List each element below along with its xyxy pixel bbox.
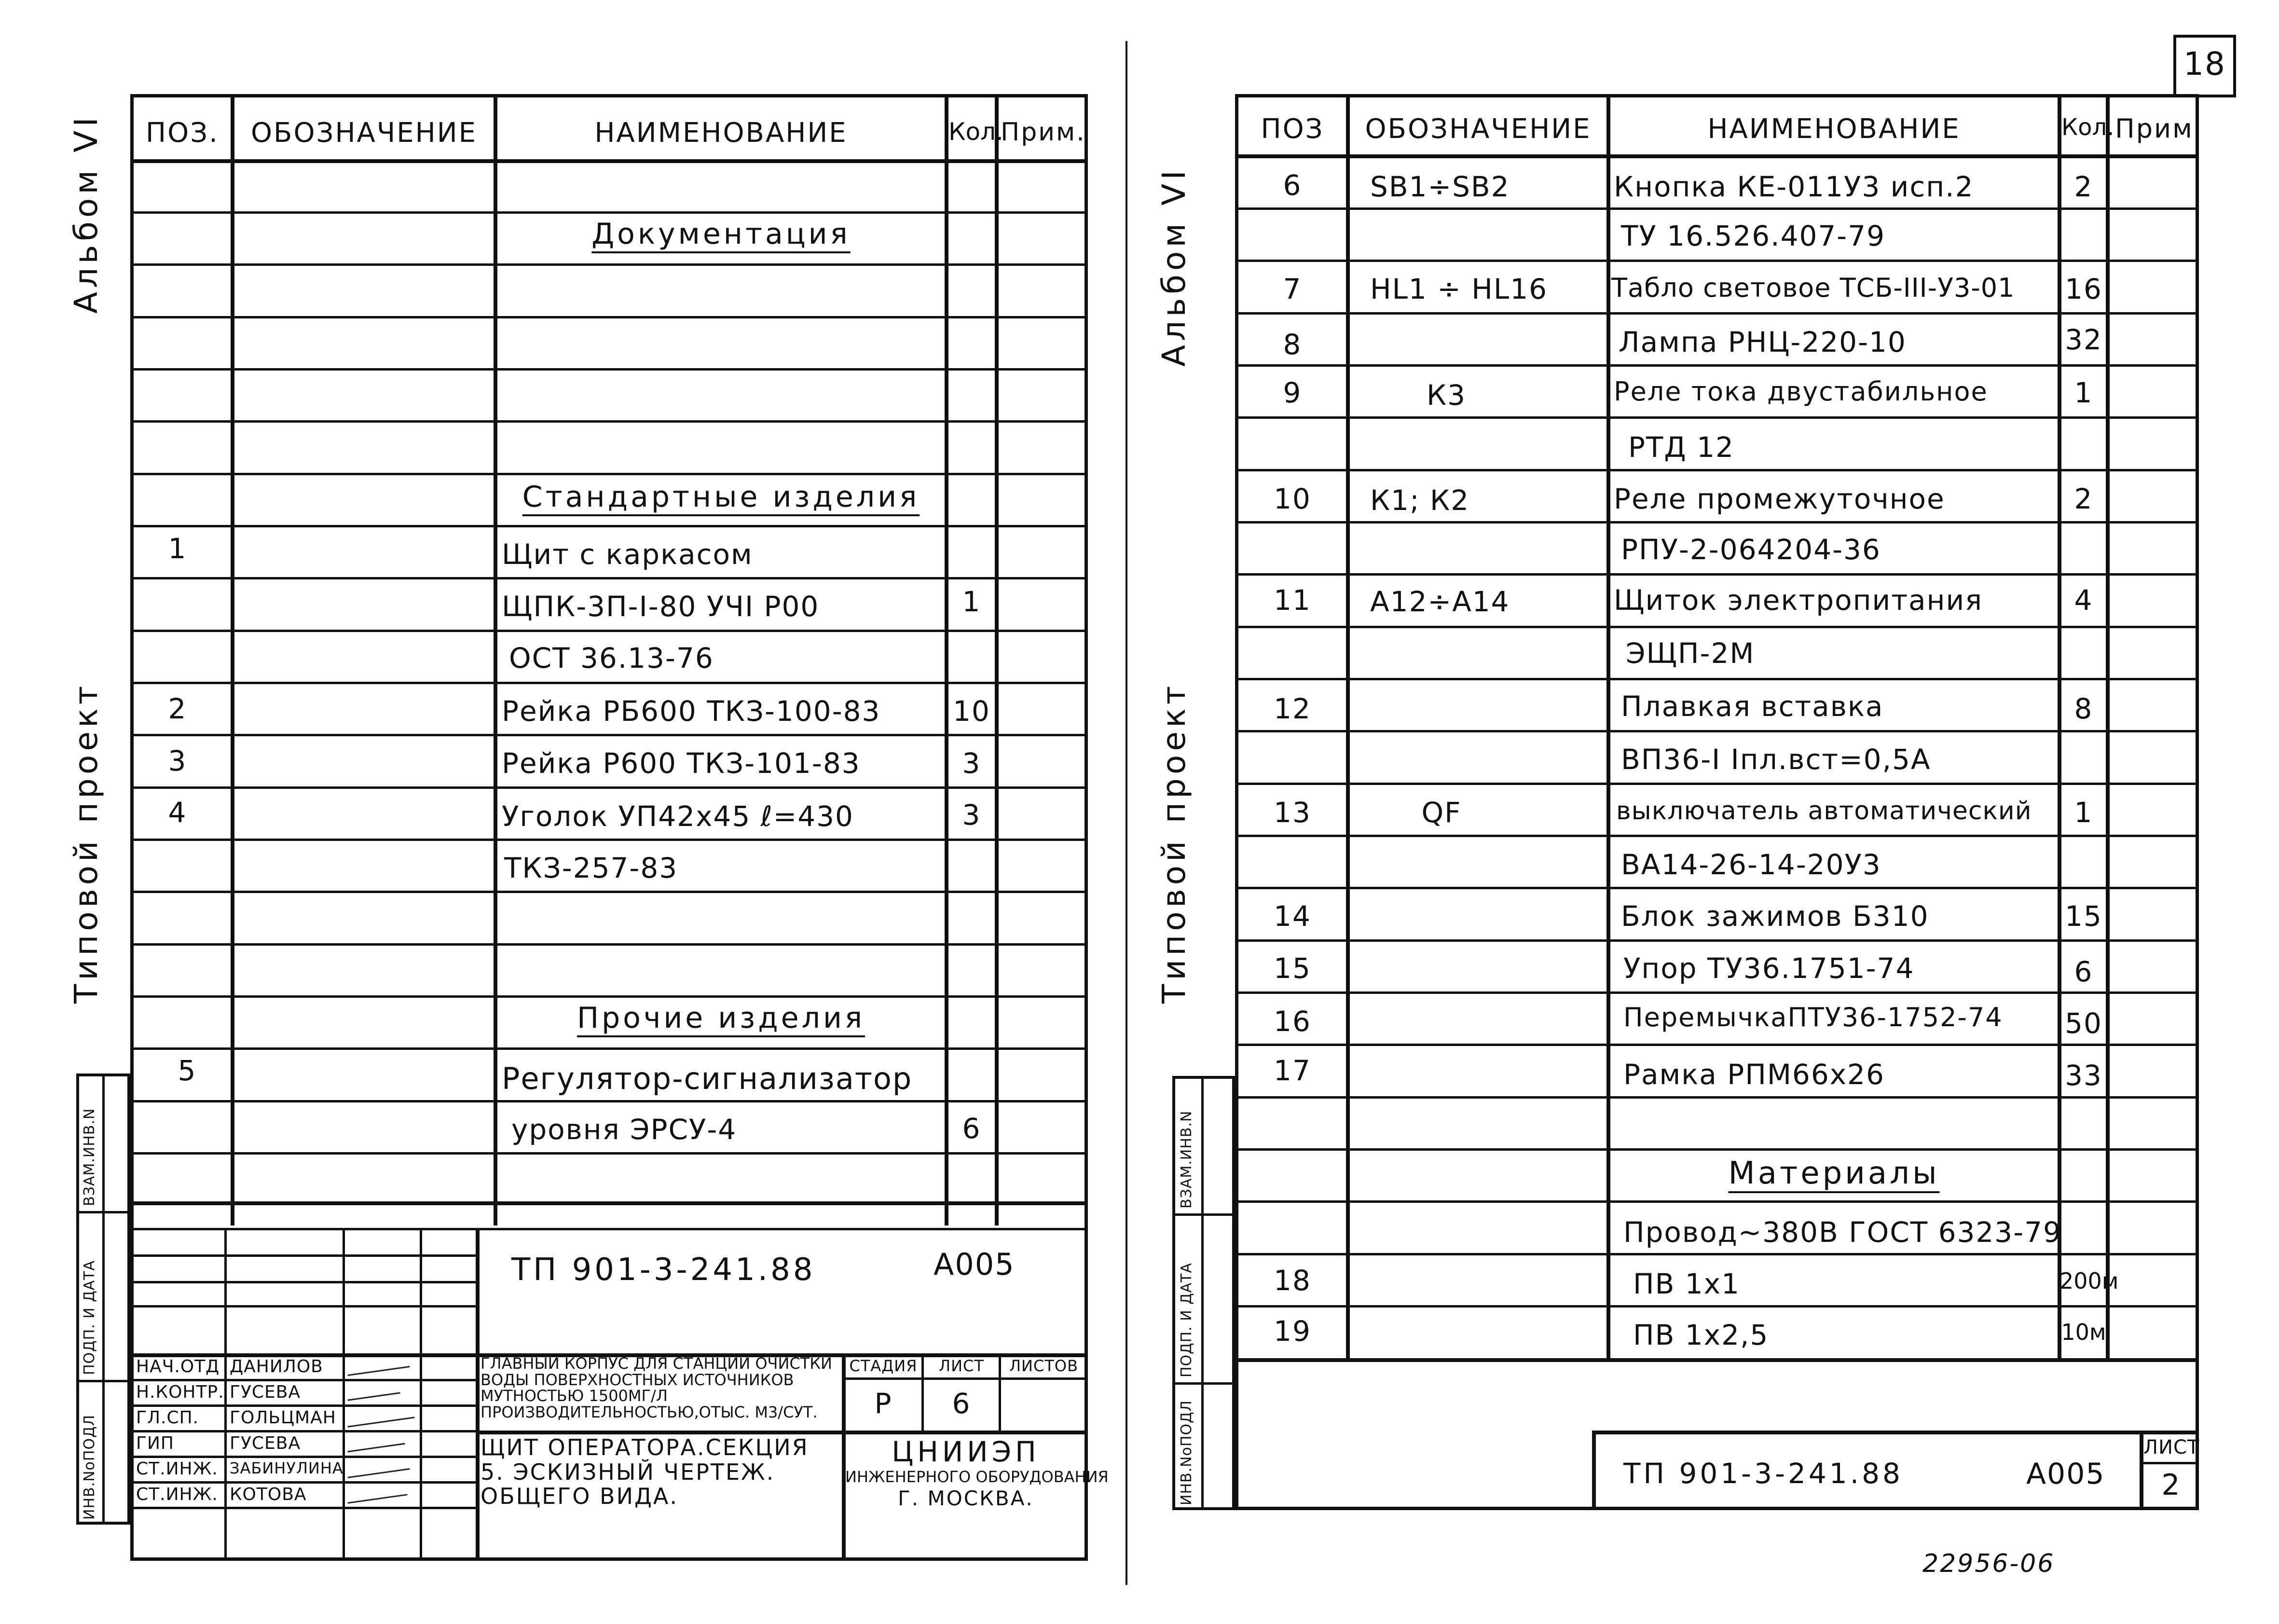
row-name: ЭЩП-2М bbox=[1626, 637, 1755, 670]
header-qty: Кол. bbox=[2061, 114, 2114, 141]
row-pos: 9 bbox=[1283, 376, 1302, 409]
row-line bbox=[130, 211, 1088, 214]
row-name: Табло световое ТСБ-III-У3-01 bbox=[1611, 273, 2015, 303]
tb-line bbox=[130, 1379, 478, 1381]
tb-col bbox=[420, 1228, 422, 1561]
row-qty: 15 bbox=[2065, 900, 2102, 933]
row-designation: А12÷А14 bbox=[1370, 585, 1510, 618]
row-qty: 50 bbox=[2065, 1007, 2102, 1040]
row-line bbox=[1235, 1253, 2199, 1255]
row-designation: HL1 ÷ HL16 bbox=[1370, 273, 1548, 305]
row-pos: 6 bbox=[1283, 169, 1302, 202]
row-line bbox=[130, 1100, 1088, 1102]
row-qty: 1 bbox=[2074, 796, 2093, 829]
tb-person: ЗАБИНУЛИНА bbox=[230, 1459, 343, 1477]
row-line bbox=[130, 1047, 1088, 1050]
tb-code: ТП 901-3-241.88 bbox=[511, 1252, 816, 1288]
tb-line bbox=[130, 1456, 478, 1458]
row-name: ВП36-I Iпл.вст=0,5А bbox=[1621, 743, 1931, 776]
tb-person: ГУСЕВА bbox=[230, 1433, 301, 1453]
row-name: выключатель автоматический bbox=[1616, 797, 2032, 826]
row-qty: 3 bbox=[962, 798, 981, 831]
row-qty: 4 bbox=[2074, 584, 2093, 617]
row-designation: К1; К2 bbox=[1370, 484, 1470, 517]
tb-stage-label: СТАДИЯ bbox=[849, 1357, 918, 1375]
tb-line bbox=[130, 1228, 1088, 1230]
row-line bbox=[130, 630, 1088, 632]
row-line bbox=[1235, 939, 2199, 942]
row-name: Рейка Р600 ТКЗ-101-83 bbox=[502, 747, 861, 780]
tb-sheet-description: ЩИТ ОПЕРАТОРА.СЕКЦИЯ 5. ЭСКИЗНЫЙ ЧЕРТЕЖ. ОБЩЕГО ВИДА. bbox=[481, 1434, 809, 1510]
row-name: Блок зажимов Б310 bbox=[1621, 900, 1929, 933]
row-line bbox=[130, 525, 1088, 527]
tb-line bbox=[1592, 1431, 2199, 1434]
row-pos: 17 bbox=[1274, 1054, 1311, 1087]
section-other-items: Прочие изделия bbox=[577, 1001, 865, 1035]
row-qty: 1 bbox=[962, 585, 981, 618]
tb-person: ГОЛЬЦМАН bbox=[230, 1408, 336, 1428]
row-line bbox=[1235, 626, 2199, 628]
tb-line bbox=[130, 1281, 478, 1283]
tb-code: ТП 901-3-241.88 bbox=[1623, 1457, 1903, 1490]
row-name: Регулятор-сигнализатор bbox=[502, 1061, 913, 1096]
stamp-label-inv: ИНВ.NоПОДЛ bbox=[1178, 1400, 1195, 1505]
row-qty: 10м bbox=[2061, 1319, 2106, 1345]
row-pos: 11 bbox=[1274, 584, 1311, 617]
tb-role: Н.КОНТР. bbox=[136, 1382, 224, 1402]
tb-role: СТ.ИНЖ. bbox=[136, 1459, 218, 1479]
tb-sheet-label: ЛИСТ bbox=[2143, 1436, 2200, 1459]
tb-person: ДАНИЛОВ bbox=[230, 1357, 323, 1376]
stamp-label-podp: ПОДП. И ДАТА bbox=[1178, 1262, 1195, 1377]
section-standard-items: Стандартные изделия bbox=[522, 480, 920, 514]
row-name: Реле промежуточное bbox=[1614, 482, 1945, 515]
tb-line bbox=[130, 1254, 478, 1257]
tb-col bbox=[343, 1228, 345, 1561]
row-name: ПВ 1х2,5 bbox=[1633, 1319, 1769, 1351]
project-label-right: Типовой проект bbox=[1155, 682, 1193, 1004]
stamp-divider bbox=[1172, 1382, 1235, 1385]
row-line bbox=[1235, 1358, 2199, 1362]
tb-line bbox=[130, 1481, 478, 1484]
row-name: Рамка РПМ66х26 bbox=[1623, 1058, 1885, 1091]
header-bottom-line bbox=[1235, 154, 2199, 158]
row-designation: QF bbox=[1421, 796, 1462, 829]
row-name: Кнопка КЕ-011У3 исп.2 bbox=[1614, 170, 1974, 203]
stamp-label-vzam: ВЗАМ.ИНВ.N bbox=[1178, 1110, 1195, 1209]
tb-line bbox=[130, 1305, 478, 1307]
row-qty: 16 bbox=[2065, 273, 2102, 305]
row-pos: 15 bbox=[1274, 952, 1311, 985]
album-label-right: Альбом VI bbox=[1155, 166, 1193, 367]
row-pos: 18 bbox=[1274, 1264, 1311, 1297]
header-name: НАИМЕНОВАНИЕ bbox=[594, 117, 848, 149]
row-qty: 33 bbox=[2065, 1059, 2102, 1092]
row-line bbox=[1235, 1096, 2199, 1099]
stamp-label-vzam: ВЗАМ.ИНВ.N bbox=[81, 1108, 98, 1206]
tb-person: ГУСЕВА bbox=[230, 1382, 301, 1402]
tb-col bbox=[2140, 1431, 2143, 1510]
row-name: Плавкая вставка bbox=[1621, 690, 1884, 723]
row-name: Щиток электропитания bbox=[1614, 584, 1983, 617]
row-line bbox=[130, 891, 1088, 893]
header-name: НАИМЕНОВАНИЕ bbox=[1707, 113, 1961, 145]
row-pos: 14 bbox=[1274, 900, 1311, 933]
tb-line bbox=[130, 1430, 478, 1432]
tb-sheet: 2 bbox=[2161, 1468, 2181, 1502]
row-line bbox=[1235, 991, 2199, 994]
row-line bbox=[1235, 416, 2199, 419]
header-bottom-line bbox=[130, 159, 1088, 163]
tb-project-description: ГЛАВНЫЙ КОРПУС ДЛЯ СТАНЦИИ ОЧИСТКИ ВОДЫ ПОВЕРХНОСТНЫХ ИСТОЧНИКОВ МУТНОСТЬЮ 1500МГ/Л ПРОИЗВОДИТЕЛЬНОСТЬЮ,ОТЫС. М3/СУТ. bbox=[481, 1354, 832, 1421]
page-number: 18 bbox=[2183, 45, 2226, 83]
row-name: Упор ТУ36.1751-74 bbox=[1623, 952, 1915, 985]
row-name: Провод~380В ГОСТ 6323-79 bbox=[1623, 1216, 2062, 1249]
row-name: ПеремычкаПТУ36-1752-74 bbox=[1623, 1002, 2003, 1032]
tb-col bbox=[921, 1353, 924, 1431]
row-name: ТКЗ-257-83 bbox=[504, 852, 678, 884]
row-line bbox=[130, 1152, 1088, 1155]
tb-line bbox=[130, 1507, 478, 1509]
row-line bbox=[1235, 1044, 2199, 1046]
row-qty: 8 bbox=[2074, 692, 2093, 725]
row-name: ПВ 1х1 bbox=[1633, 1267, 1740, 1300]
tb-col bbox=[1592, 1431, 1596, 1510]
row-line bbox=[1235, 1305, 2199, 1307]
row-line bbox=[130, 420, 1088, 423]
row-line bbox=[130, 943, 1088, 946]
tb-person: КОТОВА bbox=[230, 1485, 307, 1504]
row-line bbox=[1235, 730, 2199, 732]
row-line bbox=[130, 839, 1088, 841]
stamp-column-line bbox=[102, 1073, 105, 1525]
row-pos: 13 bbox=[1274, 796, 1311, 829]
row-line bbox=[1235, 312, 2199, 315]
tb-role: ГИП bbox=[136, 1433, 174, 1453]
row-line bbox=[130, 682, 1088, 684]
row-qty: 200м bbox=[2059, 1268, 2119, 1294]
section-materials: Материалы bbox=[1728, 1156, 1940, 1191]
row-qty: 2 bbox=[2074, 482, 2093, 515]
row-line bbox=[130, 473, 1088, 475]
row-name: РПУ-2-064204-36 bbox=[1621, 533, 1881, 566]
row-name: ТУ 16.526.407-79 bbox=[1621, 220, 1886, 252]
row-pos: 19 bbox=[1274, 1315, 1311, 1348]
tb-org-line3: Г. МОСКВА. bbox=[898, 1486, 1034, 1510]
row-line bbox=[130, 734, 1088, 736]
footer-number: 22956-06 bbox=[1922, 1549, 2055, 1578]
row-line bbox=[1235, 678, 2199, 680]
tb-sheet-code: А005 bbox=[934, 1247, 1015, 1282]
tb-sheets-label: ЛИСТОВ bbox=[1009, 1357, 1079, 1375]
row-line bbox=[130, 316, 1088, 318]
row-line bbox=[130, 786, 1088, 789]
stamp-label-inv: ИНВ.NоПОДЛ bbox=[81, 1414, 98, 1520]
row-line bbox=[1235, 364, 2199, 367]
row-line bbox=[1235, 783, 2199, 785]
row-line bbox=[1235, 207, 2199, 210]
row-pos: 8 bbox=[1283, 328, 1302, 361]
row-line bbox=[1235, 521, 2199, 523]
tb-role: СТ.ИНЖ. bbox=[136, 1485, 218, 1504]
row-pos: 5 bbox=[178, 1054, 197, 1087]
row-pos: 4 bbox=[168, 796, 187, 829]
row-pos: 2 bbox=[168, 692, 187, 725]
row-line bbox=[130, 577, 1088, 579]
row-line bbox=[1235, 887, 2199, 889]
row-name: ОСТ 36.13-76 bbox=[509, 642, 714, 674]
row-pos: 12 bbox=[1274, 692, 1311, 725]
tb-sheet-label: ЛИСТ bbox=[939, 1357, 984, 1375]
row-line bbox=[130, 368, 1088, 371]
tb-line bbox=[2140, 1462, 2199, 1464]
row-name: Щит с каркасом bbox=[502, 538, 753, 571]
row-designation: К3 bbox=[1426, 379, 1467, 412]
row-pos: 10 bbox=[1274, 482, 1311, 515]
tb-role: ГЛ.СП. bbox=[136, 1408, 199, 1428]
col-line bbox=[1606, 94, 1610, 1361]
row-qty: 6 bbox=[962, 1112, 981, 1145]
row-qty: 32 bbox=[2065, 323, 2102, 356]
tb-sheet: 6 bbox=[952, 1387, 971, 1420]
tb-col bbox=[999, 1353, 1001, 1431]
row-pos: 1 bbox=[168, 532, 187, 565]
tb-org-line2: ИНЖЕНЕРНОГО ОБОРУДОВАНИЯ bbox=[845, 1468, 1109, 1486]
row-line bbox=[1235, 469, 2199, 471]
tb-sheet-code: А005 bbox=[2026, 1457, 2105, 1491]
header-note: Прим. bbox=[1001, 118, 1086, 147]
tb-col bbox=[476, 1228, 480, 1561]
row-pos: 7 bbox=[1283, 273, 1302, 305]
row-designation: SB1÷SB2 bbox=[1370, 170, 1510, 203]
row-qty: 6 bbox=[2074, 955, 2093, 988]
row-name: РТД 12 bbox=[1628, 431, 1734, 464]
section-documentation: Документация bbox=[591, 217, 851, 251]
row-line bbox=[130, 263, 1088, 266]
page-fold-line bbox=[1126, 41, 1127, 1585]
row-name: Уголок УП42х45 ℓ=430 bbox=[502, 800, 854, 833]
row-name: ЩПК-3П-I-80 УЧI Р00 bbox=[502, 590, 820, 623]
tb-line bbox=[478, 1431, 1088, 1434]
col-line bbox=[2058, 94, 2061, 1361]
row-name: Реле тока двустабильное bbox=[1614, 376, 1988, 407]
header-pos: ПОЗ. bbox=[146, 117, 219, 149]
stamp-label-podp: ПОДП. И ДАТА bbox=[81, 1260, 98, 1375]
row-name: уровня ЭРСУ-4 bbox=[511, 1113, 737, 1146]
header-designation: ОБОЗНАЧЕНИЕ bbox=[250, 117, 478, 149]
header-designation: ОБОЗНАЧЕНИЕ bbox=[1365, 113, 1592, 145]
row-qty: 3 bbox=[962, 747, 981, 780]
tb-org: ЦНИИЭП bbox=[892, 1435, 1040, 1468]
row-name: Лампа РНЦ-220-10 bbox=[1619, 326, 1907, 358]
stamp-column-line bbox=[1201, 1076, 1204, 1510]
row-pos: 3 bbox=[168, 744, 187, 777]
project-label: Типовой проект bbox=[68, 682, 105, 1004]
col-line bbox=[1346, 94, 1350, 1361]
row-qty: 10 bbox=[953, 695, 990, 728]
tb-col bbox=[224, 1228, 227, 1561]
tb-line bbox=[130, 1404, 478, 1407]
row-qty: 2 bbox=[2074, 170, 2093, 203]
tb-stage: Р bbox=[874, 1387, 892, 1420]
tb-role: НАЧ.ОТД bbox=[136, 1357, 220, 1376]
row-line bbox=[1235, 1200, 2199, 1203]
header-pos: ПОЗ bbox=[1261, 113, 1324, 145]
row-line bbox=[1235, 1148, 2199, 1151]
row-line bbox=[1235, 835, 2199, 837]
header-qty: Кол. bbox=[948, 118, 1003, 146]
album-label: Альбом VI bbox=[68, 113, 105, 314]
row-name: Рейка РБ600 ТКЗ-100-83 bbox=[502, 695, 881, 728]
row-name: ВА14-26-14-20У3 bbox=[1621, 848, 1881, 881]
col-line bbox=[2106, 94, 2110, 1361]
stamp-divider bbox=[1172, 1213, 1235, 1216]
row-line bbox=[130, 995, 1088, 998]
tb-line bbox=[842, 1377, 1088, 1380]
row-line bbox=[1235, 573, 2199, 576]
header-note: Прим bbox=[2115, 113, 2194, 144]
row-line bbox=[1235, 260, 2199, 262]
row-line bbox=[130, 1201, 1088, 1205]
row-pos: 16 bbox=[1274, 1005, 1311, 1038]
row-qty: 1 bbox=[2074, 376, 2093, 409]
